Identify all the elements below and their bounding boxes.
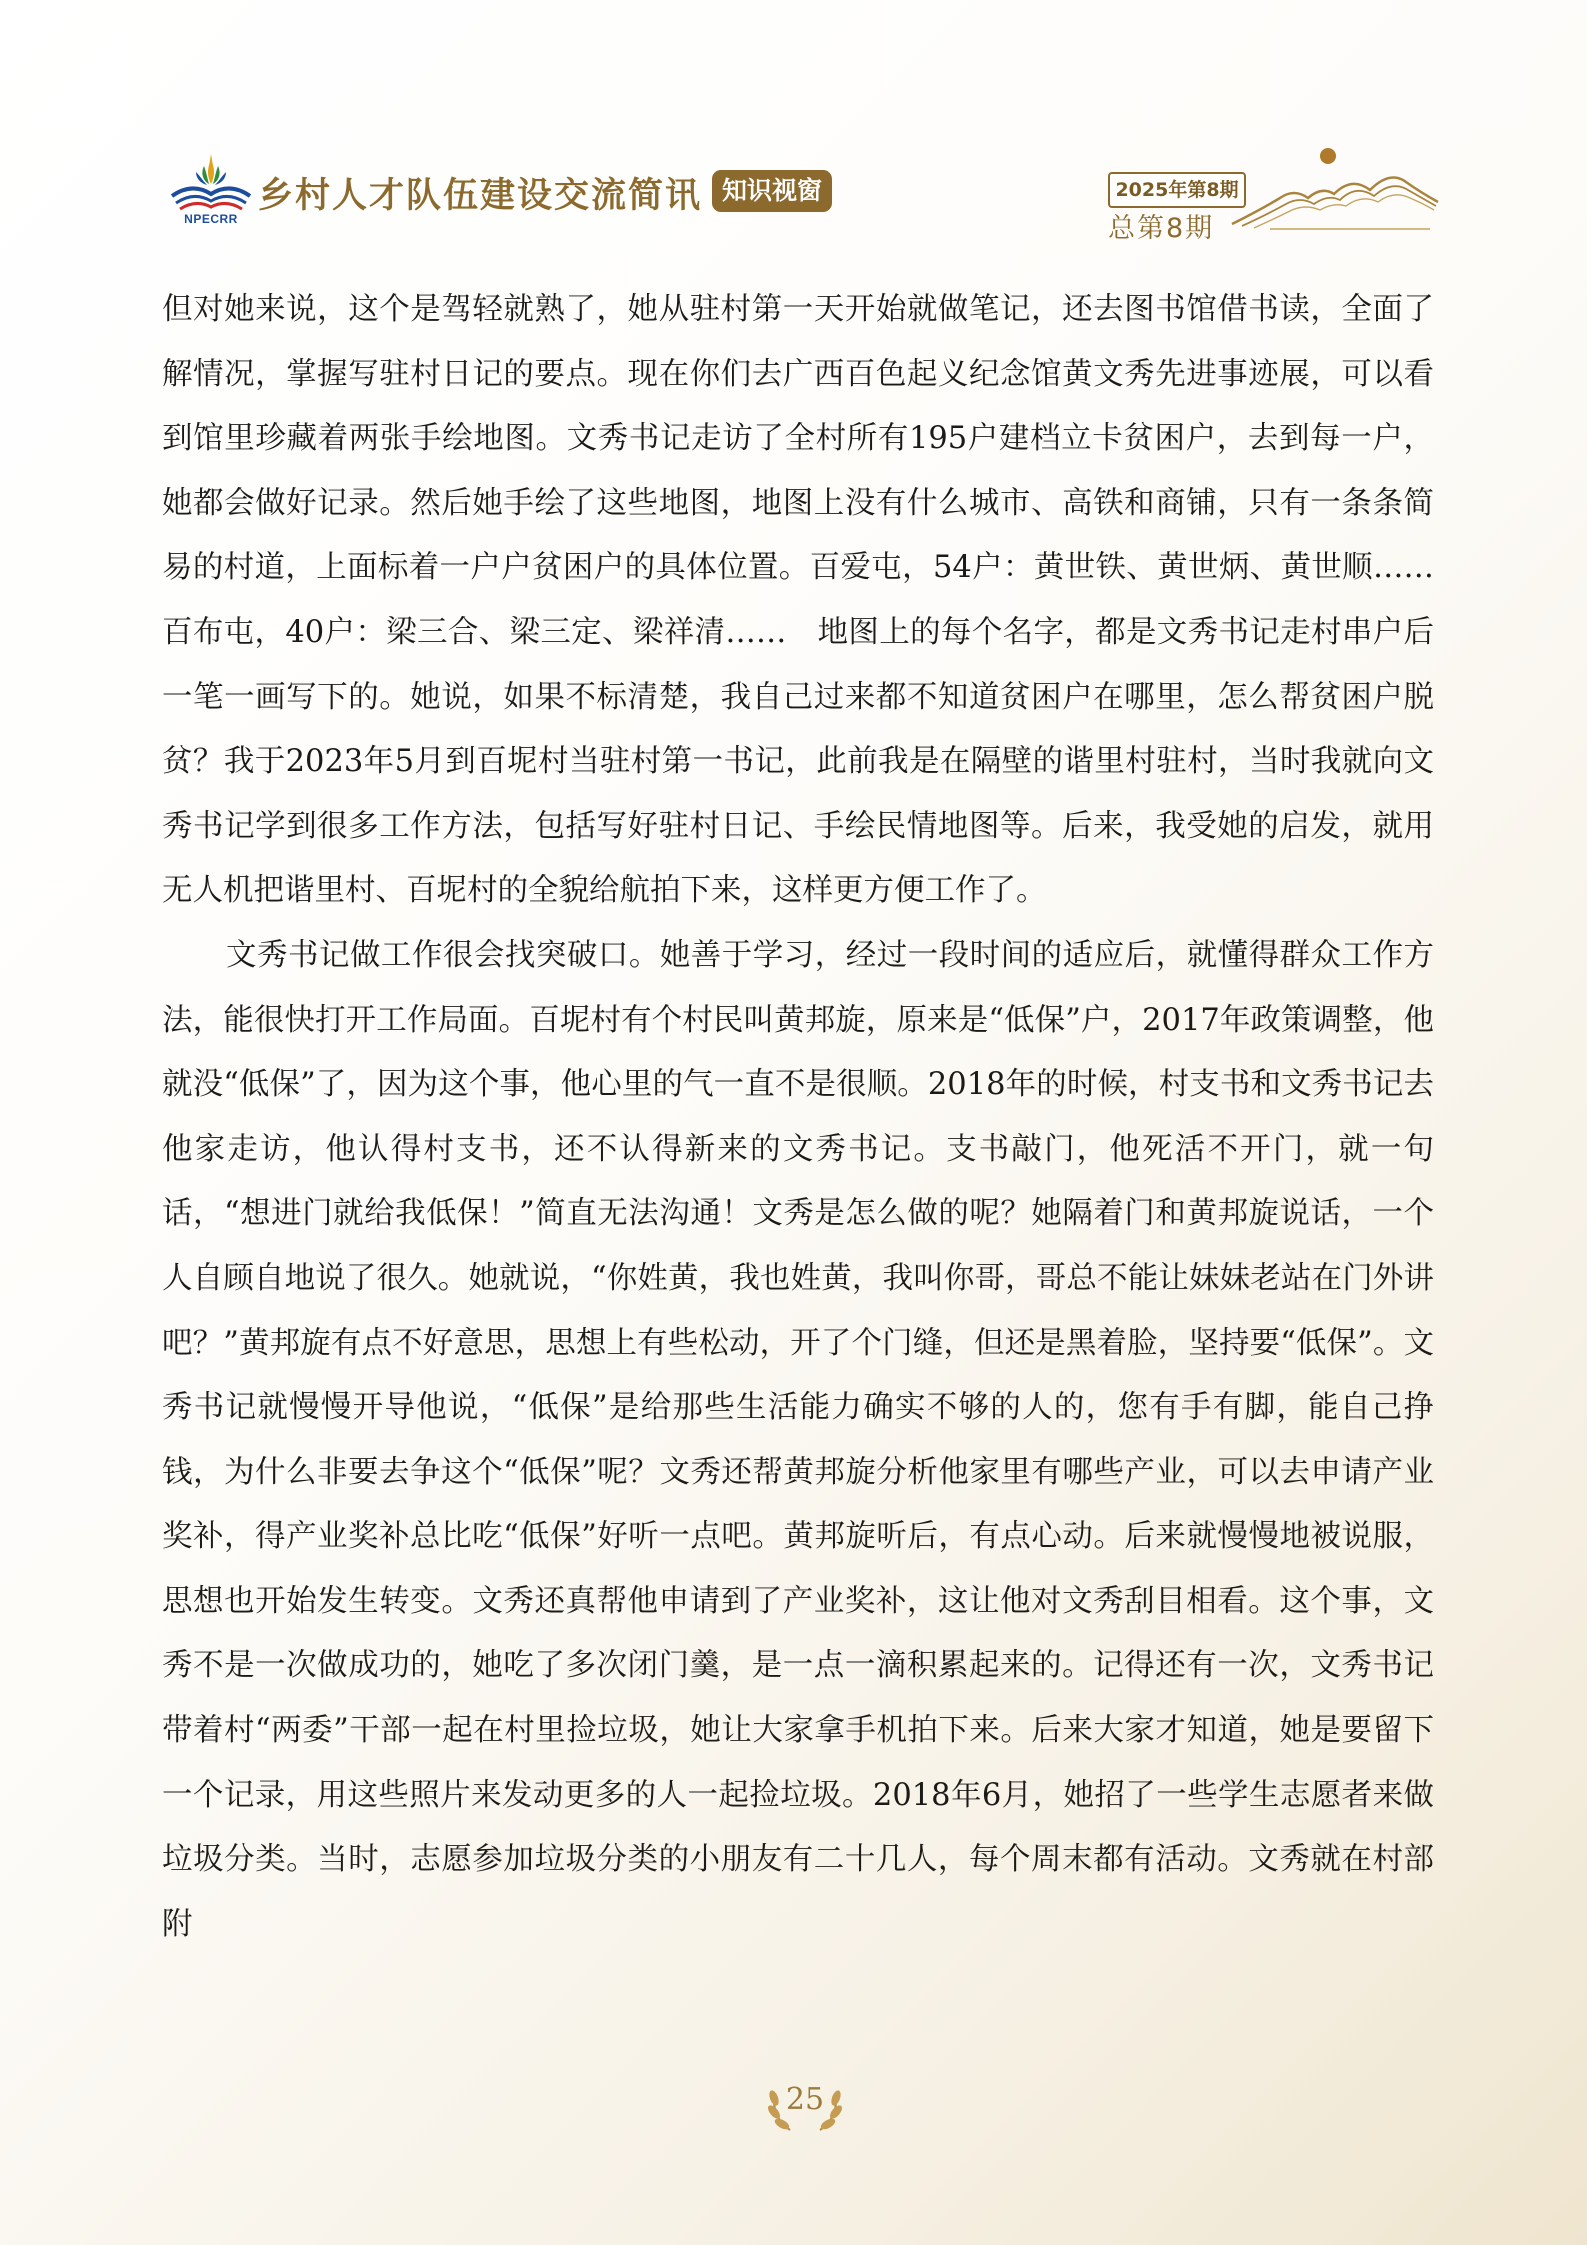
mountain-decoration-icon xyxy=(1230,140,1440,230)
publication-title: 乡村人才队伍建设交流简讯 xyxy=(258,176,703,216)
paragraph-1: 但对她来说，这个是驾轻就熟了，她从驻村第一天开始就做笔记，还去图书馆借书读，全面了解情况，掌握写驻村日记的要点。现在你们去广西百色起义纪念馆黄文秀先进事迹展，可以看到馆里珍藏着两张手绘地图。文秀书记走访了全村所有195户建档立卡贫困户，去到每一户，她都会做好记录。然后她手绘了这些地图，地图上没有什么城市、高铁和商铺，只有一条条简易的村道，上面标着一户户贫困户的具体位置。百爱屯，54户：黄世铁、黄世炳、黄世顺……百布屯，40户：梁三合、梁三定、梁祥清…… 地图上的每个名字，都是文秀书记走村串户后一笔一画写下的。她说，如果不标清楚，我自己过来都不知道贫困户在哪里，怎么帮贫困户脱贫？我于2023年5月到百坭村当驻村第一书记，此前我是在隔壁的谐里村驻村，当时我就向文秀书记学到很多工作方法，包括写好驻村日记、手绘民情地图等。后来，我受她的启发，就用无人机把谐里村、百坭村的全貌给航拍下来，这样更方便工作了。 xyxy=(162,292,1434,909)
article-body xyxy=(162,278,1434,1957)
section-badge: 知识视窗 xyxy=(712,170,832,212)
issue-total: 总第8期 xyxy=(1108,213,1215,244)
page-header xyxy=(0,0,1587,260)
logo-text: NPECRR xyxy=(184,212,238,226)
paragraph-2: 文秀书记做工作很会找突破口。她善于学习，经过一段时间的适应后，就懂得群众工作方法，能很快打开工作局面。百坭村有个村民叫黄邦旋，原来是“低保”户，2017年政策调整，他就没“低保”了，因为这个事，他心里的气一直不是很顺。2018年的时候，村支书和文秀书记去他家走访，他认得村支书，还不认得新来的文秀书记。支书敲门，他死活不开门，就一句话，“想进门就给我低保！”简直无法沟通！文秀是怎么做的呢？她隔着门和黄邦旋说话，一个人自顾自地说了很久。她就说，“你姓黄，我也姓黄，我叫你哥，哥总不能让妹妹老站在门外讲吧？”黄邦旋有点不好意思，思想上有些松动，开了个门缝，但还是黑着脸，坚持要“低保”。文秀书记就慢慢开导他说，“低保”是给那些生活能力确实不够的人的，您有手有脚，能自己挣钱，为什么非要去争这个“低保”呢？文秀还帮黄邦旋分析他家里有哪些产业，可以去申请产业奖补，得产业奖补总比吃“低保”好听一点吧。黄邦旋听后，有点心动。后来就慢慢地被说服，思想也开始发生转变。文秀还真帮他申请到了产业奖补，这让他对文秀刮目相看。这个事，文秀不是一次做成功的，她吃了多次闭门羹，是一点一滴积累起来的。记得还有一次，文秀书记带着村“两委”干部一起在村里捡垃圾，她让大家拿手机拍下来。后来大家才知道，她是要留下一个记录，用这些照片来发动更多的人一起捡垃圾。2018年6月，她招了一些学生志愿者来做垃圾分类。当时，志愿参加垃圾分类的小朋友有二十几人，每个周末都有活动。文秀就在村部附 xyxy=(162,937,1434,1942)
issue-label: 2025年第8期 xyxy=(1108,172,1246,208)
page-number: 25 xyxy=(785,2082,825,2117)
